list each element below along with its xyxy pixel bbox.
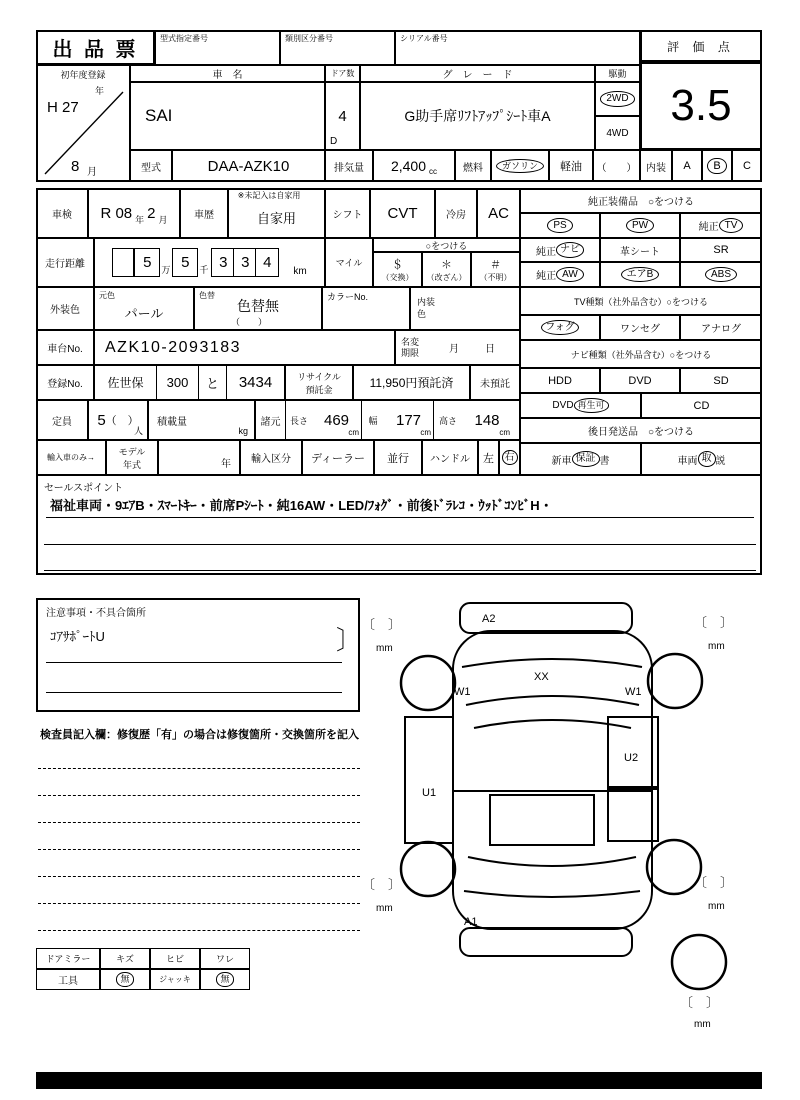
write-line-1 [38,768,360,769]
capacity-value-cell: 5 （ ） 人 [88,400,148,440]
spare-circle [672,935,726,989]
dvd-play-circled: 再生可 [574,398,609,412]
score-label: 評 価 点 [667,39,735,54]
car-name-header: 車 名 [130,65,325,82]
equip-airbag-cell [600,262,680,287]
interior-label-cell: 内装 [640,150,672,182]
fog-cell [520,315,600,340]
notes-line-2 [46,600,342,693]
oneseg-cell: ワンセグ [600,315,680,340]
bottom-bar [36,1072,762,1089]
inspection-month: 2 [147,204,156,222]
mileage-box-d2: 3 [233,248,257,277]
load-cell: 積載量 kg [148,400,255,440]
displacement-unit: cc [429,166,438,176]
label-a2: A2 [482,613,496,625]
mm-bottom-right: mm [708,901,725,912]
hdd-cell: HDD [520,368,600,393]
color-change-cell [194,287,322,330]
first-reg-era: H 27 [47,99,79,116]
bracket-bottom-right: 〔 〕 [694,875,734,890]
hibi-cell: ヒビ [150,948,200,969]
handle-right-circled: 右 [502,450,518,466]
interior-color-label: 内装色 [417,297,436,319]
equip-leather-cell: 革シート [600,238,680,262]
first-reg-month: 8 [71,158,80,175]
drive-4wd: 4WD [606,127,629,139]
sd-cell: SD [680,368,762,393]
tv-circled: TV [719,218,744,234]
interior-b-circled: B [707,158,726,175]
handle-label-cell: ハンドル [422,440,478,475]
equip-abs-cell [680,262,762,287]
sales-text-line [46,492,754,518]
mileage-box-d1: 3 [211,248,235,277]
mileage-unit: km [293,266,307,277]
inspection-label-cell: 車検 [36,188,88,238]
capacity-label-cell: 定員 [36,400,88,440]
chassis-label-cell: 車台No. [36,330,94,365]
handle-left-cell: 左 [478,440,499,475]
capacity-value: 5 [97,411,106,429]
tv-type-header-cell: TV種類（社外品含む）○をつける [520,287,762,315]
mm-spare: mm [694,1019,711,1030]
model-year-value-cell: 年 [158,440,240,475]
car-body-outline [453,631,652,929]
notes-bracket: 〕 [336,625,363,655]
mileage-label-cell: 走行距離 [36,238,94,287]
label-w1-left: W1 [454,686,471,698]
model-year-label-cell: モデル 年式 [106,440,158,475]
manual-cell: 車両 取 説 [641,443,762,475]
color-change-value: 色替無 [237,297,279,314]
import-label-cell: 輸入車のみ→ [36,440,106,475]
spec-width: 177 cm [384,401,434,439]
mileage-value-cell [94,238,325,287]
mirror-label-cell: ドアミラー [36,948,100,969]
bracket-spare: 〔 〕 [680,995,720,1010]
mileage-sen-unit: 千 [199,265,209,275]
recycle-paid: 11,950円預託済 [369,376,454,390]
label-a1: A1 [464,916,478,928]
import-class-label-cell: 輸入区分 [240,440,302,475]
drive-2wd: 2WD [600,91,634,107]
tool-label-cell: 工具 [36,969,100,990]
color-change-label: 色替 [199,291,215,300]
score-value: 3.5 [670,81,732,130]
chassis-value-cell [94,330,395,365]
inspection-era: R 08 [100,204,133,222]
notes-text: ｺｱｻﾎﾟｰﾄU [50,629,105,644]
first-reg-year-unit: 年 [95,86,105,96]
equip-aw-cell: 純正 AW [520,262,600,287]
wheel-rear-right [647,840,701,894]
history-label-cell: 車歴 [180,188,228,238]
mileage-man-unit: 万 [161,265,171,275]
dvd-play-cell: DVD 再生可 [520,393,641,418]
mileage-sym2-cell: ＊ （改ざん） [422,252,471,287]
mm-top-left: mm [376,643,393,654]
wheel-front-right [648,654,702,708]
regno-value-cell [94,365,285,400]
regno-number: 3434 [238,374,273,391]
parallel-cell: 並行 [374,440,422,475]
jack-cell: ジャッキ [150,969,200,990]
mileage-box-d3: 4 [255,248,279,277]
write-line-7 [38,930,360,931]
model-value: DAA-AZK10 [207,157,290,175]
grade-header: グ レ ー ド [360,65,595,82]
none1-circled: 無 [116,972,133,986]
mm-top-right: mm [708,641,725,652]
doors-value: 4 [338,107,347,125]
fuel-other-cell: （ ） [593,150,640,182]
regno-label-cell: 登録No. [36,365,94,400]
notes-box [36,598,363,712]
classification-label: 類別区分番号 [285,34,333,43]
interior-a-cell: A [672,150,702,182]
fuel-gasoline: ガソリン [496,159,544,173]
grade-value: G助手席ﾘﾌﾄｱｯﾌﾟｼｰﾄ車A [404,108,551,124]
handle-right-cell [499,440,520,475]
mileage-box-man: 5 [134,248,160,277]
equip-header-cell: 純正装備品 ○をつける [520,188,762,213]
mileage-sym1-cell: ＄ （交換） [373,252,422,287]
recycle-unpaid-cell: 未預託 [470,365,520,400]
shift-value: CVT [387,204,418,222]
mileage-sym3-cell: ＃ （不明） [471,252,520,287]
model-designation-label: 型式指定番号 [160,34,208,43]
mileage-box-empty [112,248,134,277]
color-change-paren: （ ） [231,317,268,327]
equip-tv-cell: 純正 TV [680,213,762,238]
rear-deck-line [464,891,640,897]
displacement-value: 2,400 [390,158,427,174]
color-no-cell: カラーNo. [322,287,410,330]
tool-none2-cell [200,969,250,990]
equip-pw-cell [600,213,680,238]
doors-d: D [330,136,338,147]
drive-header: 駆動 [595,65,640,82]
serial-label: シリアル番号 [400,34,448,43]
hood-line [462,659,642,667]
windshield-line-1 [466,696,639,705]
equip-navi-cell: 純正 ナビ [520,238,600,262]
dealer-cell: ディーラー [302,440,374,475]
tool-none1-cell [100,969,150,990]
abs-circled: ABS [705,267,737,283]
interior-color-cell [410,287,520,330]
first-reg-label: 初年度登録 [60,70,106,80]
later-ship-header-cell: 後日発送品 ○をつける [520,418,762,443]
label-xx: XX [534,671,549,683]
bracket-bottom-left: 〔 〕 [362,877,402,892]
dvd-cell: DVD [600,368,680,393]
spec-height: 148 cm [474,411,510,437]
notes-label: 注意事項・不具合箇所 [46,608,146,619]
car-name-value: SAI [145,106,173,125]
mm-bottom-left: mm [376,903,393,914]
aw-circled: AW [556,267,584,283]
navi-type-header-cell: ナビ種類（社外品含む）○をつける [520,340,762,368]
sheet-title: 出 品 票 [52,39,139,61]
model-label-cell: 型式 [130,150,172,182]
write-line-3 [38,822,360,823]
history-note: ※未記入は自家用 [237,191,301,200]
interior-c-cell: C [732,150,762,182]
upper-form-frame [36,30,762,182]
spec-cell: 諸元 長さ 469 cm 幅 177 cm 高さ 148 cm [255,400,520,440]
load-unit: kg [238,426,248,436]
fuel-diesel: 軽油 [560,161,582,173]
label-u1: U1 [422,787,437,799]
orig-color-label: 元色 [99,291,115,300]
spec-label: 諸元 [256,401,286,439]
left-door-panel [405,717,453,843]
none2-circled: 無 [216,972,233,986]
mileage-circle-note-cell: ○をつける [373,238,520,252]
floor-rect [490,795,594,845]
ps-circled: PS [547,218,572,234]
wheel-front-left [401,656,455,710]
bracket-top-right: 〔 〕 [694,615,734,630]
cd-cell: CD [641,393,762,418]
orig-color-cell [94,287,194,330]
car-diagram [362,595,762,1030]
label-w1-right: W1 [625,686,642,698]
mileage-box-sen: 5 [172,248,198,277]
airbag-circled: エアB [621,267,660,283]
regno-kana: と [199,366,227,399]
mileage-boxes [112,248,306,277]
shift-value-cell [370,188,435,238]
recycle-paid-cell [353,365,470,400]
warranty-cell: 新車 保証 書 [520,443,641,475]
inspector-note: 検査員記入欄：修復歴「有」の場合は修復箇所・交換箇所を記入 [40,729,359,741]
displacement-label-cell: 排気量 [325,150,373,182]
regno-area: 佐世保 [95,366,157,399]
fog-circled: フォグ [541,320,579,336]
write-line-4 [38,849,360,850]
sales-blank-line-1 [44,518,756,545]
label-u2: U2 [624,752,639,764]
write-line-6 [38,903,360,904]
cooling-value: AC [488,204,509,222]
chassis-value: AZK10-2093183 [105,338,242,356]
analog-cell: アナログ [680,315,762,340]
pw-circled: PW [626,218,654,234]
history-value: 自家用 [256,210,296,226]
fuel-label-cell: 燃料 [455,150,491,182]
mile-cell: マイル [325,238,373,287]
manual-circled: 取 [698,451,716,467]
wheel-rear-left [401,842,455,896]
name-change-label: 名変期限 [401,336,420,358]
recycle-label-cell: リサイクル 預託金 [285,365,353,400]
ware-cell: ワレ [200,948,250,969]
kizu-cell: キズ [100,948,150,969]
inspection-value-cell: R 08 年 2 月 [88,188,180,238]
sales-blank-line-2 [44,544,756,571]
rear-bumper [460,928,632,956]
write-line-5 [38,876,360,877]
equip-sr-cell: SR [680,238,762,262]
regno-class: 300 [157,366,199,399]
warranty-circled: 保証 [572,451,600,467]
cooling-label-cell: 冷房 [435,188,477,238]
orig-color-value: パール [124,306,164,321]
first-reg-month-unit: 月 [87,167,97,178]
cooling-value-cell [477,188,520,238]
write-line-2 [38,795,360,796]
name-change-cell: 名変期限 月 日 [395,330,520,365]
rear-window-line [468,857,636,866]
bracket-top-left: 〔 〕 [362,617,402,632]
navi-circled: ナビ [556,242,584,258]
ext-color-label-cell: 外装色 [36,287,94,330]
sales-text: 福祉車両・9ｴｱB・ｽﾏｰﾄｷｰ・前席Pｼｰﾄ・純16AW・LED/ﾌｫｸﾞ・前後ﾄﾞﾗﾚｺ・ｳｯﾄﾞｺﾝﾋﾞH・ [50,498,553,513]
capacity-unit: 人 [133,426,143,436]
right-door-panel-lower [608,789,658,841]
spec-length: 469 cm [312,401,362,439]
doors-header: ドア数 [325,65,360,82]
shift-label-cell: シフト [325,188,370,238]
equip-ps-cell [520,213,600,238]
sales-label: セールスポイント [44,483,124,494]
